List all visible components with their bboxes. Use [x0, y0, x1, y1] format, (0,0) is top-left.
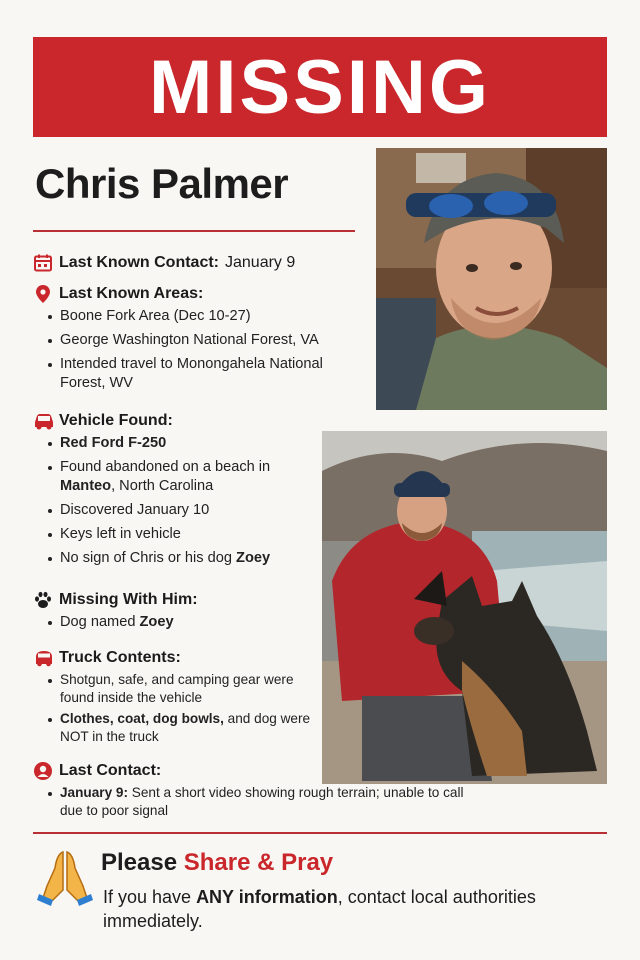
found-prefix: Found abandoned on a beach in	[60, 459, 271, 475]
dog-prefix: Dog named	[60, 614, 136, 630]
cta-share-pray: Share & Pray	[183, 849, 334, 876]
footer-divider	[33, 832, 607, 834]
section-last-known-contact	[33, 252, 295, 274]
contact-value: January 9	[225, 254, 296, 271]
areas-label: Last Known Areas:	[59, 285, 204, 302]
last-contact-text: Sent a short video showing rough terrain; unable to call due to poor signal	[60, 785, 464, 818]
cta-title	[101, 849, 333, 877]
portrait-photo	[376, 148, 607, 410]
section-truck-contents	[33, 647, 318, 749]
section-last-known-areas	[33, 283, 363, 398]
no-sign-prefix: No sign of Chris or his dog	[60, 550, 232, 566]
cta-please: Please	[101, 849, 184, 876]
dog-photo	[322, 431, 607, 784]
no-sign-dog-name: Zoey	[236, 550, 271, 566]
truck-item-bold: Clothes, coat, dog bowls,	[60, 711, 224, 726]
map-pin-icon	[33, 284, 53, 304]
cta-info-rest: , contact local authorities immediately.	[103, 887, 536, 931]
missing-with-dog	[33, 613, 323, 632]
cta-info	[103, 885, 573, 933]
vehicle-keys: Keys left in vehicle	[33, 525, 323, 544]
last-contact-detail	[33, 784, 473, 820]
banner-title: MISSING	[149, 44, 491, 130]
last-contact-date: January 9:	[60, 785, 129, 800]
truck-item-not-found	[33, 710, 318, 746]
calendar-icon	[33, 253, 53, 273]
contact-label: Last Known Contact:	[59, 254, 219, 271]
user-icon	[33, 761, 53, 781]
vehicle-no-sign	[33, 549, 323, 568]
car-icon	[33, 411, 53, 431]
last-contact-label: Last Contact:	[59, 762, 162, 779]
areas-item: Intended travel to Monongahela National Forest, WV	[33, 355, 330, 393]
truck-label: Truck Contents:	[59, 649, 181, 666]
vehicle-found-location	[33, 458, 323, 496]
found-state: , North Carolina	[111, 478, 214, 494]
person-name: Chris Palmer	[35, 160, 289, 207]
dog-name: Zoey	[139, 614, 174, 630]
section-vehicle-found	[33, 410, 323, 573]
praying-hands-icon	[33, 848, 97, 906]
areas-item: Boone Fork Area (Dec 10-27)	[33, 307, 363, 326]
truck-icon	[33, 648, 53, 668]
areas-item: George Washington National Forest, VA	[33, 331, 363, 350]
vehicle-discovered: Discovered January 10	[33, 501, 323, 520]
missing-with-label: Missing With Him:	[59, 591, 198, 608]
section-last-contact	[33, 760, 473, 823]
missing-banner	[33, 37, 607, 137]
vehicle-label: Vehicle Found:	[59, 412, 173, 429]
found-city: Manteo	[60, 478, 112, 494]
cta-info-prefix: If you have	[103, 887, 197, 907]
paw-icon	[33, 590, 53, 610]
truck-item-found: Shotgun, safe, and camping gear were found inside the vehicle	[33, 671, 318, 707]
truck-item-rest: and dog were NOT in the truck	[60, 711, 311, 744]
cta-info-bold: ANY information	[196, 887, 338, 907]
name-divider	[33, 230, 355, 232]
section-missing-with-him	[33, 589, 323, 637]
vehicle-model: Red Ford F-250	[33, 434, 323, 453]
